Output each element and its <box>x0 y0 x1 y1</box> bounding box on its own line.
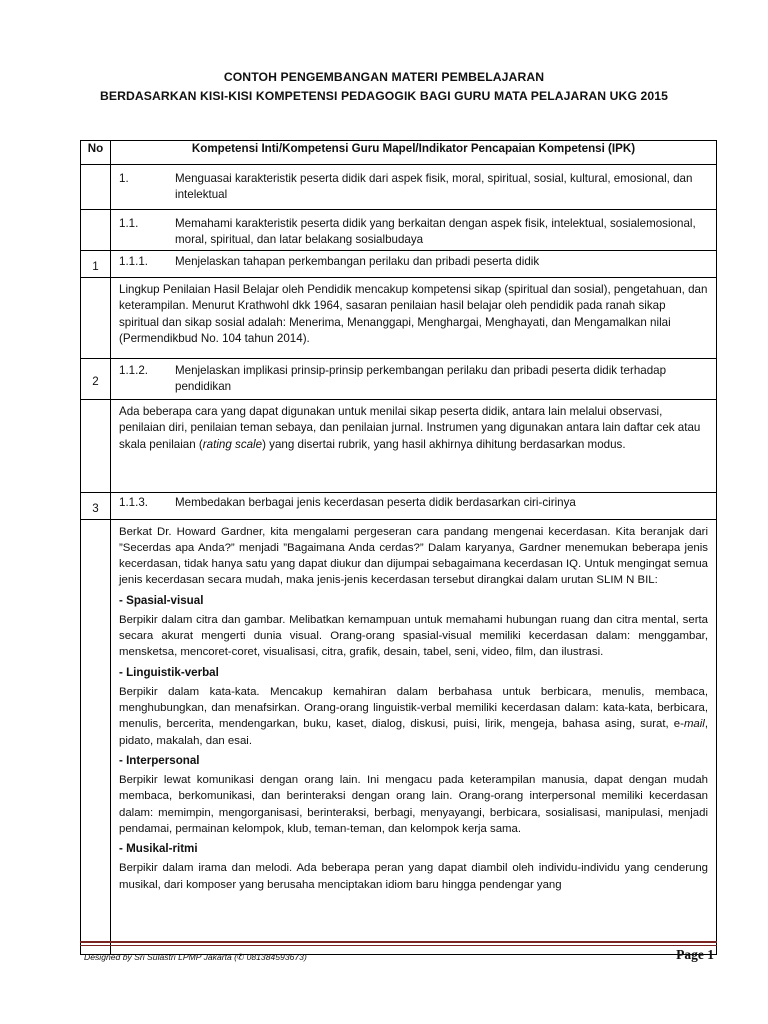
email-term: mail <box>683 718 705 731</box>
empty-no-cell <box>81 278 111 359</box>
core-competency <box>111 165 716 209</box>
row-number: 2 <box>81 359 111 400</box>
section-heading-interpersonal: - Interpersonal <box>119 753 200 767</box>
indicator <box>111 359 716 399</box>
section-text-spasial-visual: Berpikir dalam citra dan gambar. Melibatkan kemampuan untuk memahami hubungan ruang dan citra mental, serta secara akurat mengerti dunia visual. Orang-orang spasial-visual memiliki kecerdasan dalam: menggambar, mensketsa, mencoret-coret, visualisasi, citra, grafik, desain, tabel, seni, video, film, dan ilustrasi. <box>119 614 708 659</box>
indicator <box>111 251 716 272</box>
document-title-line-1: CONTOH PENGEMBANGAN MATERI PEMBELAJARAN <box>223 70 545 84</box>
indicator-row <box>81 492 717 519</box>
indicator-number: 1.1.3. <box>119 495 149 509</box>
sub-competency <box>111 210 716 250</box>
section-heading-musikal-ritmi: - Musikal-ritmi <box>119 842 198 856</box>
content-row <box>81 519 717 954</box>
empty-no-cell <box>81 399 111 492</box>
content-block <box>111 400 716 459</box>
content-row <box>81 278 717 359</box>
sub-competency-number: 1.1. <box>119 217 139 230</box>
sub-competency-row <box>81 210 717 251</box>
content-paragraph: Lingkup Penilaian Hasil Belajar oleh Pendidik mencakup kompetensi sikap (spiritual dan sosial), pengetahuan, dan keterampilan. Menurut Krathwohl dkk 1964, sasaran penilaian hasil belajar oleh pendidik pada ranah sikap spiritual dan sikap sosial adalah: Menerima, Menanggapi, Menghargai, Menghayati, dan Mengamalkan nilai (Permendikbud No. 104 tahun 2014). <box>119 283 708 346</box>
core-competency-text: Menguasai karakteristik peserta didik dari aspek fisik, moral, spiritual, sosial, kultural, emosional, dan intelektual <box>175 172 693 202</box>
section-text-interpersonal: Berpikir lewat komunikasi dengan orang lain. Ini mengacu pada keterampilan manusia, dapat dengan mudah membaca, berkomunikasi, dan berinteraksi dengan orang lain. Orang-orang interpersonal memiliki kecerdasan dalam: memimpin, mengorganisasi, berinteraksi, berbagi, menyayangi, berbicara, sosialisasi, manipulasi, menjadi pendamai, permainan kelompok, klub, teman-teman, dan kelompok kerja sama. <box>119 774 708 835</box>
section-heading-linguistik-verbal: - Linguistik-verbal <box>119 665 219 679</box>
section-text-musikal-ritmi: Berpikir dalam irama dan melodi. Ada beberapa peran yang dapat diambil oleh individu-individu yang cenderung musikal, dari komposer yang berusaha menciptakan idiom baru hingga pendengar yang <box>119 862 708 891</box>
content-row <box>81 399 717 492</box>
document-title-line-2: BERDASARKAN KISI-KISI KOMPETENSI PEDAGOGIK BAGI GURU MATA PELAJARAN UKG 2015 <box>99 89 669 103</box>
sub-competency-text: Memahami karakteristik peserta didik yang berkaitan dengan aspek fisik, intelektual, sosialemosional, moral, spiritual, dan latar belakang sosialbudaya <box>175 217 696 247</box>
empty-no-cell <box>81 519 111 954</box>
indicator-text: Menjelaskan tahapan perkembangan perilaku dan pribadi peserta didik <box>175 255 540 268</box>
competency-row <box>81 165 717 210</box>
row-number: 3 <box>81 492 111 519</box>
content-block <box>111 520 716 954</box>
rating-scale-term: rating scale <box>202 437 263 451</box>
section-text-linguistik-verbal: Berpikir dalam kata-kata. Mencakup kemahiran dalam berbahasa untuk berbicara, menulis, membaca, menghubungkan, dan menafsirkan. Orang-orang linguistik-verbal memiliki kecerdasan dalam: kata-kata, berbicara, menulis, bercerita, mendengarkan, buku, kaset, dialog, diskusi, puisi, lirik, mengeja, bahasa asing, surat, e-mail, pidato, makalah, dan esai. <box>119 686 708 747</box>
indicator-text: Menjelaskan implikasi prinsip-prinsip perkembangan perilaku dan pribadi peserta didik terhadap pendidikan <box>175 364 667 394</box>
content-intro: Berkat Dr. Howard Gardner, kita mengalami pergeseran cara pandang mengenai kecerdasan. Kita beranjak dari ”Secerdas apa Anda?” menjadi ”Bagaimana Anda cerdas?” Dalam karyanya, Gardner menemukan beberapa jenis kecerdasan, tidak hanya satu yang dapat diukur dan dijumpai sebagaimana kecerdasan IQ. Untuk mengingat semua jenis kecerdasan secara mudah, maka jenis-jenis kecerdasan tersebut dirangkai dalam urutan SLIM N BIL: <box>119 525 708 587</box>
core-competency-number: 1. <box>119 172 129 185</box>
header-kompetensi: Kompetensi Inti/Kompetensi Guru Mapel/Indikator Pencapaian Kompetensi (IPK) <box>111 141 717 165</box>
indicator-text: Membedakan berbagai jenis kecerdasan peserta didik berdasarkan ciri-cirinya <box>175 495 576 509</box>
empty-no-cell <box>81 210 111 251</box>
row-number: 1 <box>81 251 111 278</box>
footer-rule-thick <box>80 941 717 943</box>
page-number: Page 1 <box>676 947 714 962</box>
header-no: No <box>81 141 111 165</box>
empty-no-cell <box>81 165 111 210</box>
table-header-row <box>81 141 717 165</box>
content-paragraph: Ada beberapa cara yang dapat digunakan untuk menilai sikap peserta didik, antara lain melalui observasi, penilaian diri, penilaian teman sebaya, dan penilaian jurnal. Instrumen yang digunakan antara lain daftar cek atau skala penilaian (rating scale) yang disertai rubrik, yang hasil akhirnya dihitung berdasarkan modus. <box>119 404 701 451</box>
content-block <box>111 278 716 354</box>
indicator-row <box>81 359 717 400</box>
footer-rule-thin <box>80 945 717 946</box>
indicator-number: 1.1.2. <box>119 364 149 377</box>
competency-table <box>80 140 717 955</box>
indicator <box>111 493 716 513</box>
indicator-row <box>81 251 717 278</box>
footer-credit: Designed by Sri Sulastri LPMP Jakarta (✆ 081384593673) <box>84 952 307 962</box>
indicator-number: 1.1.1. <box>119 255 149 268</box>
section-heading-spasial-visual: - Spasial-visual <box>119 593 204 607</box>
